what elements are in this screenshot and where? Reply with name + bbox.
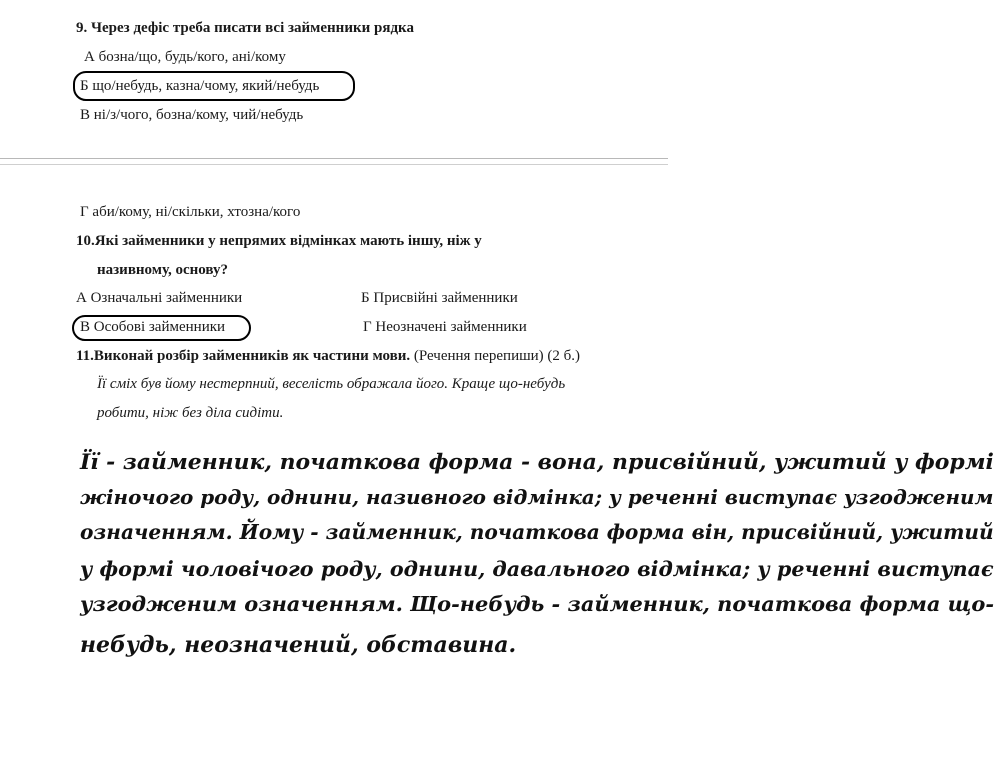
question-9-option-a: А бозна/що, будь/кого, ані/кому bbox=[84, 49, 286, 65]
question-10-title-line1: 10.Які займенники у непрямих відмінках мають іншу, ніж у bbox=[76, 233, 482, 249]
answer-line-1: Її - займенник, початкова форма - вона, присвійний, ужитий у формі bbox=[80, 449, 994, 475]
question-9-option-b: Б що/небудь, казна/чому, який/небудь bbox=[80, 78, 320, 94]
question-9-title: 9. Через дефіс треба писати всі займенники рядка bbox=[76, 20, 414, 36]
answer-line-4: у формі чоловічого роду, однини, давального відмінка; у реченні виступає bbox=[80, 557, 994, 581]
question-9-option-g: Г аби/кому, ні/скільки, хтозна/кого bbox=[80, 204, 301, 220]
answer-line-3: означенням. Йому - займенник, початкова форма він, присвійний, ужитий bbox=[80, 520, 994, 544]
question-11-title-rest: (Речення перепиши) (2 б.) bbox=[410, 348, 581, 364]
question-10-option-v: В Особові займенники bbox=[80, 319, 226, 335]
page-separator-top bbox=[0, 158, 668, 159]
page-separator-bottom bbox=[0, 164, 668, 165]
question-9-option-v: В ні/з/чого, бозна/кому, чий/небудь bbox=[80, 107, 304, 123]
question-10-title-line2: називному, основу? bbox=[97, 262, 229, 278]
question-11-title bbox=[76, 346, 580, 366]
answer-line-2: жіночого роду, однини, називного відмінка; у реченні виступає узгодженим bbox=[80, 485, 994, 509]
question-10-option-b: Б Присвійні займенники bbox=[361, 290, 518, 306]
answer-line-6: небудь, неозначений, обставина. bbox=[80, 632, 517, 658]
question-11-title-bold: 11.Виконай розбір займенників як частини мови. bbox=[76, 348, 411, 364]
question-10-option-a: А Означальні займенники bbox=[76, 290, 243, 306]
answer-line-5: узгодженим означенням. Що-небудь - займенник, початкова форма що- bbox=[80, 591, 995, 616]
question-11-sentence-line1: Її сміх був йому нестерпний, веселість ображала його. Краще що-небудь bbox=[97, 376, 566, 392]
question-10-option-g: Г Неозначені займенники bbox=[363, 319, 527, 335]
question-11-sentence-line2: робити, ніж без діла сидіти. bbox=[97, 405, 284, 421]
